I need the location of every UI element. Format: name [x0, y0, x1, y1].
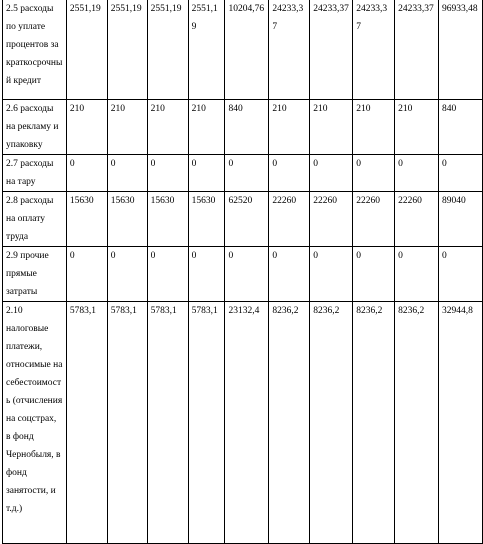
- value-cell: 210: [107, 100, 147, 155]
- value-cell: 24233,37: [353, 0, 395, 100]
- row-label-cell: 2.9 прочие прямые затраты: [3, 247, 67, 302]
- value-cell: 2551,19: [107, 0, 147, 100]
- value-cell: 5783,1: [66, 302, 107, 544]
- table-row: [3, 302, 483, 544]
- value-cell: 22260: [269, 192, 310, 247]
- value-cell: 0: [269, 247, 310, 302]
- value-cell: 23132,4: [225, 302, 269, 544]
- value-cell: 32944,8: [439, 302, 483, 544]
- row-label-cell: 2.7 расходы на тару: [3, 155, 67, 192]
- value-cell: 24233,37: [395, 0, 439, 100]
- value-cell: 0: [147, 247, 188, 302]
- value-cell: 8236,2: [269, 302, 310, 544]
- table-row: [3, 0, 483, 100]
- row-label-cell: 2.8 расходы на оплату труда: [3, 192, 67, 247]
- value-cell: 210: [269, 100, 310, 155]
- value-cell: 96933,48: [439, 0, 483, 100]
- value-cell: 0: [188, 247, 225, 302]
- value-cell: 210: [66, 100, 107, 155]
- table-row: [3, 155, 483, 192]
- value-cell: 15630: [66, 192, 107, 247]
- value-cell: 2551,19: [147, 0, 188, 100]
- value-cell: 5783,1: [107, 302, 147, 544]
- row-label-cell: 2.6 расходы на рекламу и упаковку: [3, 100, 67, 155]
- value-cell: 0: [66, 247, 107, 302]
- value-cell: 840: [439, 100, 483, 155]
- value-cell: 24233,37: [269, 0, 310, 100]
- value-cell: 2551,19: [188, 0, 225, 100]
- value-cell: 15630: [188, 192, 225, 247]
- value-cell: 22260: [310, 192, 353, 247]
- value-cell: 0: [225, 155, 269, 192]
- value-cell: 210: [147, 100, 188, 155]
- value-cell: 89040: [439, 192, 483, 247]
- value-cell: 5783,1: [188, 302, 225, 544]
- value-cell: 0: [439, 155, 483, 192]
- value-cell: 8236,2: [310, 302, 353, 544]
- value-cell: 0: [353, 155, 395, 192]
- value-cell: 15630: [107, 192, 147, 247]
- table-row: [3, 192, 483, 247]
- value-cell: 62520: [225, 192, 269, 247]
- value-cell: 210: [353, 100, 395, 155]
- value-cell: 8236,2: [395, 302, 439, 544]
- table-row: [3, 247, 483, 302]
- value-cell: 8236,2: [353, 302, 395, 544]
- value-cell: 0: [439, 247, 483, 302]
- value-cell: 0: [269, 155, 310, 192]
- financial-table: [2, 0, 483, 544]
- value-cell: 210: [188, 100, 225, 155]
- value-cell: 0: [310, 155, 353, 192]
- value-cell: 22260: [395, 192, 439, 247]
- value-cell: 5783,1: [147, 302, 188, 544]
- value-cell: 15630: [147, 192, 188, 247]
- value-cell: 840: [225, 100, 269, 155]
- value-cell: 24233,37: [310, 0, 353, 100]
- value-cell: 210: [310, 100, 353, 155]
- row-label-cell: 2.10 налоговые платежи, относимые на себестоимость (отчисления на соцстрах, в фонд Чернобыля, в фонд занятости, и т.д.): [3, 302, 67, 544]
- table-row: [3, 100, 483, 155]
- value-cell: 0: [66, 155, 107, 192]
- value-cell: 10204,76: [225, 0, 269, 100]
- row-label-cell: 2.5 расходы по уплате процентов за краткосрочный кредит: [3, 0, 67, 100]
- value-cell: 0: [395, 247, 439, 302]
- value-cell: 0: [395, 155, 439, 192]
- value-cell: 22260: [353, 192, 395, 247]
- value-cell: 0: [107, 155, 147, 192]
- table-body: [3, 0, 483, 544]
- value-cell: 2551,19: [66, 0, 107, 100]
- value-cell: 0: [107, 247, 147, 302]
- value-cell: 210: [395, 100, 439, 155]
- value-cell: 0: [310, 247, 353, 302]
- value-cell: 0: [188, 155, 225, 192]
- value-cell: 0: [353, 247, 395, 302]
- value-cell: 0: [225, 247, 269, 302]
- value-cell: 0: [147, 155, 188, 192]
